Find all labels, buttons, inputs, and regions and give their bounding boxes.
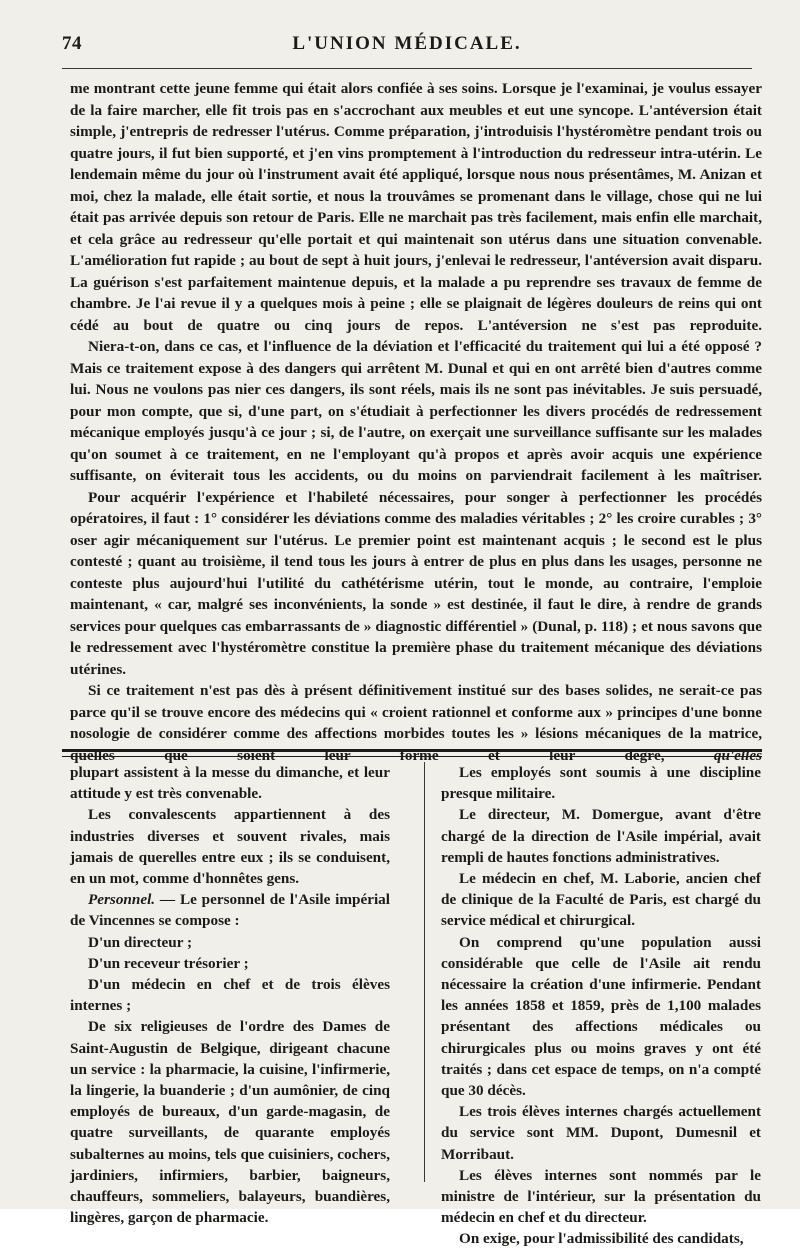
left-paragraph-personnel xyxy=(70,889,390,931)
page-number: 74 xyxy=(62,33,82,54)
paragraph-conclusion-text: Si ce traitement n'est pas dès à présent définitivement institué sur des bases solides, ne serait-ce pas parce qu'il se trouve encore des médecins qui « croient rationnel et conforme aux » principes d'une bonne nosologie de considérer comme des affections morbides toutes les » lésions mécaniques de la matrice, quelles que soient leur forme et leur degré, xyxy=(70,682,762,764)
right-column xyxy=(441,762,761,1250)
main-text-block xyxy=(70,78,762,766)
paragraph-experience: Pour acquérir l'expérience et l'habileté nécessaires, pour songer à perfectionner les procédés opératoires, il faut : 1° considérer les déviations comme des maladies véritables ; 2° les croire curables ; 3° oser agir mécaniquement sur l'utérus. Le premier point est maintenant acquis ; le second est le plus contesté ; quant au troisième, il tend tous les jours à entrer de plus en plus dans les usages, personne ne conteste plus aujourd'hui l'utilité du cathétérisme utérin, tout le monde, au contraire, l'emploie maintenant, « car, malgré ses inconvénients, la sonde » est destinée, il faut le dire, à rendre de grands services pour quelques cas embarrassants de » diagnostic différentiel » (Dunal, p. 118) ; et nous savons que le redressement avec l'hystéromètre constitue la première phase du traitement mécanique des déviations utérines. xyxy=(70,488,762,678)
right-paragraph-medecin: Le médecin en chef, M. Laborie, ancien chef de clinique de la Faculté de Paris, est chargé du service médical et chirurgical. xyxy=(441,870,761,930)
personnel-text: — Le personnel de l'Asile impérial de Vincennes se compose : xyxy=(70,891,390,930)
right-paragraph-employes: Les employés sont soumis à une discipline presque militaire. xyxy=(441,764,761,803)
trailing-italic-word: qu'elles xyxy=(713,746,763,764)
right-paragraph-infirmerie: On comprend qu'une population aussi considérable que celle de l'Asile ait rendu nécessaire la création d'une infirmerie. Pendant les années 1858 et 1859, près de 1,100 malades présentant des affections médicales ou chirurgicales plus ou moins graves y ont été traités ; dans cet espace de temps, on n'a compté que 30 décès. xyxy=(441,933,761,1100)
right-paragraph-directeur: Le directeur, M. Domergue, avant d'être chargé de la direction de l'Asile impérial, avait rempli de hautes fonctions administratives. xyxy=(441,806,761,866)
running-head xyxy=(62,33,752,61)
journal-title: L'UNION MÉDICALE. xyxy=(292,33,522,54)
paragraph-dangers: Niera-t-on, dans ce cas, et l'influence de la déviation et l'efficacité du traitement qui lui a été opposé ? Mais ce traitement expose à des dangers qui arrêtent M. Dunal et qui en ont arrêté bien d'autres comme lui. Nous ne voulons pas nier ces dangers, ils sont réels, mais ils ne sont pas inévitables. Je suis persuadé, pour mon compte, que si, d'une part, on s'étudiait à perfectionner les divers procédés de redressement mécanique employés jusqu'à ce jour ; si, de l'autre, on exerçait une surveillance suffisante sur les malades qu'on soumet à ce traitement, en ne l'employant qu'à propos et après avoir acquis une expérience suffisante, on éviterait tous les accidents, ou du moins on parviendrait facilement à les maîtriser. xyxy=(70,338,762,484)
header-rule xyxy=(62,68,752,69)
list-item-medecin: D'un médecin en chef et de trois élèves internes ; xyxy=(70,976,390,1015)
section-separator xyxy=(62,749,762,757)
personnel-label: Personnel. xyxy=(88,891,156,909)
paragraph-case-report: me montrant cette jeune femme qui était alors confiée à ses soins. Lorsque je l'examinai, je voulus essayer de la faire marcher, elle fit trois pas en s'accrochant aux meubles et eut une syncope. L'antéversion était simple, j'entrepris de redresser l'utérus. Comme préparation, j'introduisis l'hystéromètre pendant trois ou quatre jours, il fut bien supporté, et j'en vins promptement à l'introduction du redresseur intra-utérin. Le lendemain même du jour où l'instrument avait été appliqué, lorsque nous nous présentâmes, M. Anizan et moi, chez la malade, elle était sortie, et nous la trouvâmes se promenant dans le village, chose qui ne lui était pas arrivée depuis son retour de Paris. Elle ne marchait pas très facilement, mais enfin elle marchait, et cela grâce au redresseur qu'elle portait et qui maintenait son utérus dans une situation convenable. L'amélioration fut rapide ; au bout de sept à huit jours, j'enlevai le redresseur, l'antéversion avait disparu. La guérison s'est parfaitement maintenue depuis, et la malade a pu reprendre ses travaux de femme de chambre. Je l'ai revue il y a quelques mois à peine ; elle se plaignait de légères douleurs de reins qui ont cédé au bout de quatre ou cinq jours de repos. L'antéversion ne s'est pas reproduite. xyxy=(70,80,762,334)
left-column xyxy=(70,762,390,1228)
right-paragraph-eleves: Les trois élèves internes chargés actuellement du service sont MM. Dupont, Dumesnil et Morribaut. xyxy=(441,1103,761,1163)
right-paragraph-nomination: Les élèves internes sont nommés par le ministre de l'intérieur, sur la présentation du médecin en chef et du directeur. xyxy=(441,1166,761,1227)
list-item-receveur: D'un receveur trésorier ; xyxy=(88,954,249,972)
list-item-directeur: D'un directeur ; xyxy=(88,933,193,951)
left-paragraph-mass: plupart assistent à la messe du dimanche, et leur attitude y est très convenable. xyxy=(70,764,390,803)
left-paragraph-convalescents: Les convalescents appartiennent à des industries diverses et souvent rivales, mais jamais de querelles entre eux ; ils se conduisent, en un mot, comme d'honnêtes gens. xyxy=(70,806,390,888)
left-paragraph-religieuses: De six religieuses de l'ordre des Dames de Saint-Augustin de Belgique, dirigeant chacune un service : la pharmacie, la cuisine, l'infirmerie, la lingerie, la buanderie ; d'un aumônier, de cinq employés de bureaux, d'un garde-magasin, de quatre surveillants, de quarante employés subalternes au moins, tels que cuisiniers, cochers, jardiniers, infirmiers, barbier, baigneurs, chauffeurs, sommeliers, balayeurs, buandières, lingères, garçon de pharmacie. xyxy=(70,1018,390,1227)
right-paragraph-admissibilite: On exige, pour l'admissibilité des candidats, xyxy=(459,1230,744,1248)
column-divider xyxy=(424,762,425,1182)
